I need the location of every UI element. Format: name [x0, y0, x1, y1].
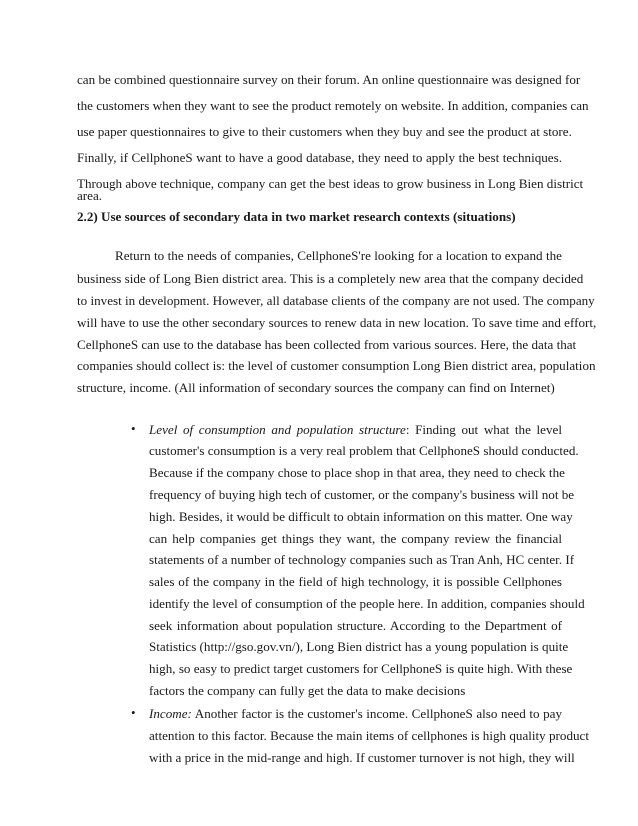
bullet1-first-rest: : Finding out what the level [405, 422, 562, 437]
bullet1-line: frequency of buying high tech of customer, or the company's business will not be [149, 487, 575, 502]
paragraph2-line: will have to use the other secondary sources to renew data in new location. To save time and effort, [77, 315, 597, 330]
paragraph2-line: to invest in development. However, all database clients of the company are not used. The company [77, 293, 595, 308]
paragraph1-line: the customers when they want to see the product remotely on website. In addition, companies can [77, 98, 589, 113]
bullet2-term: Income: [149, 706, 192, 721]
bullet2-first-line [149, 705, 562, 723]
paragraph1-line: Finally, if CellphoneS want to have a good database, they need to apply the best techniques. [77, 150, 562, 165]
bullet1-line: seek information about population structure. According to the Department of [149, 618, 562, 633]
bullet1-line: high, so easy to predict target customers for CellphoneS is quite high. With these [149, 661, 573, 676]
bullet1-term: Level of consumption and population structure [149, 422, 406, 437]
paragraph1-line: use paper questionnaires to give to their customers when they buy and see the product at store. [77, 124, 572, 139]
paragraph2-line: structure, income. (All information of secondary sources the company can find on Internet) [77, 380, 555, 395]
bullet1-first-line [149, 421, 562, 439]
bullet1-line: statements of a number of technology companies such as Tran Anh, HC center. If [149, 552, 575, 567]
bullet1-line: Statistics (http://gso.gov.vn/), Long Bien district has a young population is quite [149, 639, 569, 654]
bullet2-line: with a price in the mid-range and high. If customer turnover is not high, they will [149, 750, 575, 765]
bullet-marker: • [131, 705, 136, 720]
bullet1-line: can help companies get things they want, the company review the financial [149, 531, 562, 546]
bullet1-line: Because if the company chose to place shop in that area, they need to check the [149, 465, 565, 480]
paragraph2-line: companies should collect is: the level of customer consumption Long Bien district area, population [77, 358, 596, 373]
bullet1-line: high. Besides, it would be difficult to obtain information on this matter. One way [149, 509, 573, 524]
paragraph1-line: Through above technique, company can get the best ideas to grow business in Long Bien district [77, 176, 584, 191]
bullet2-first-rest: Another factor is the customer's income. CellphoneS also need to pay [191, 706, 562, 721]
section-heading: 2.2) Use sources of secondary data in two market research contexts (situations) [77, 209, 516, 224]
paragraph2-line: business side of Long Bien district area. This is a completely new area that the company decided [77, 271, 584, 286]
paragraph2-line: CellphoneS can use to the database has been collected from various sources. Here, the data that [77, 337, 577, 352]
paragraph1-line: can be combined questionnaire survey on their forum. An online questionnaire was designed for [77, 72, 581, 87]
paragraph1-line: area. [77, 188, 103, 203]
bullet2-line: attention to this factor. Because the main items of cellphones is high quality product [149, 728, 589, 743]
paragraph2-line: Return to the needs of companies, CellphoneS're looking for a location to expand the [115, 248, 562, 263]
bullet1-line: sales of the company in the field of high technology, it is possible Cellphones [149, 574, 562, 589]
bullet1-line: factors the company can fully get the data to make decisions [149, 683, 466, 698]
bullet1-line: identify the level of consumption of the people here. In addition, companies should [149, 596, 585, 611]
bullet1-line: customer's consumption is a very real problem that CellphoneS should conducted. [149, 443, 579, 458]
bullet-marker: • [131, 421, 136, 436]
